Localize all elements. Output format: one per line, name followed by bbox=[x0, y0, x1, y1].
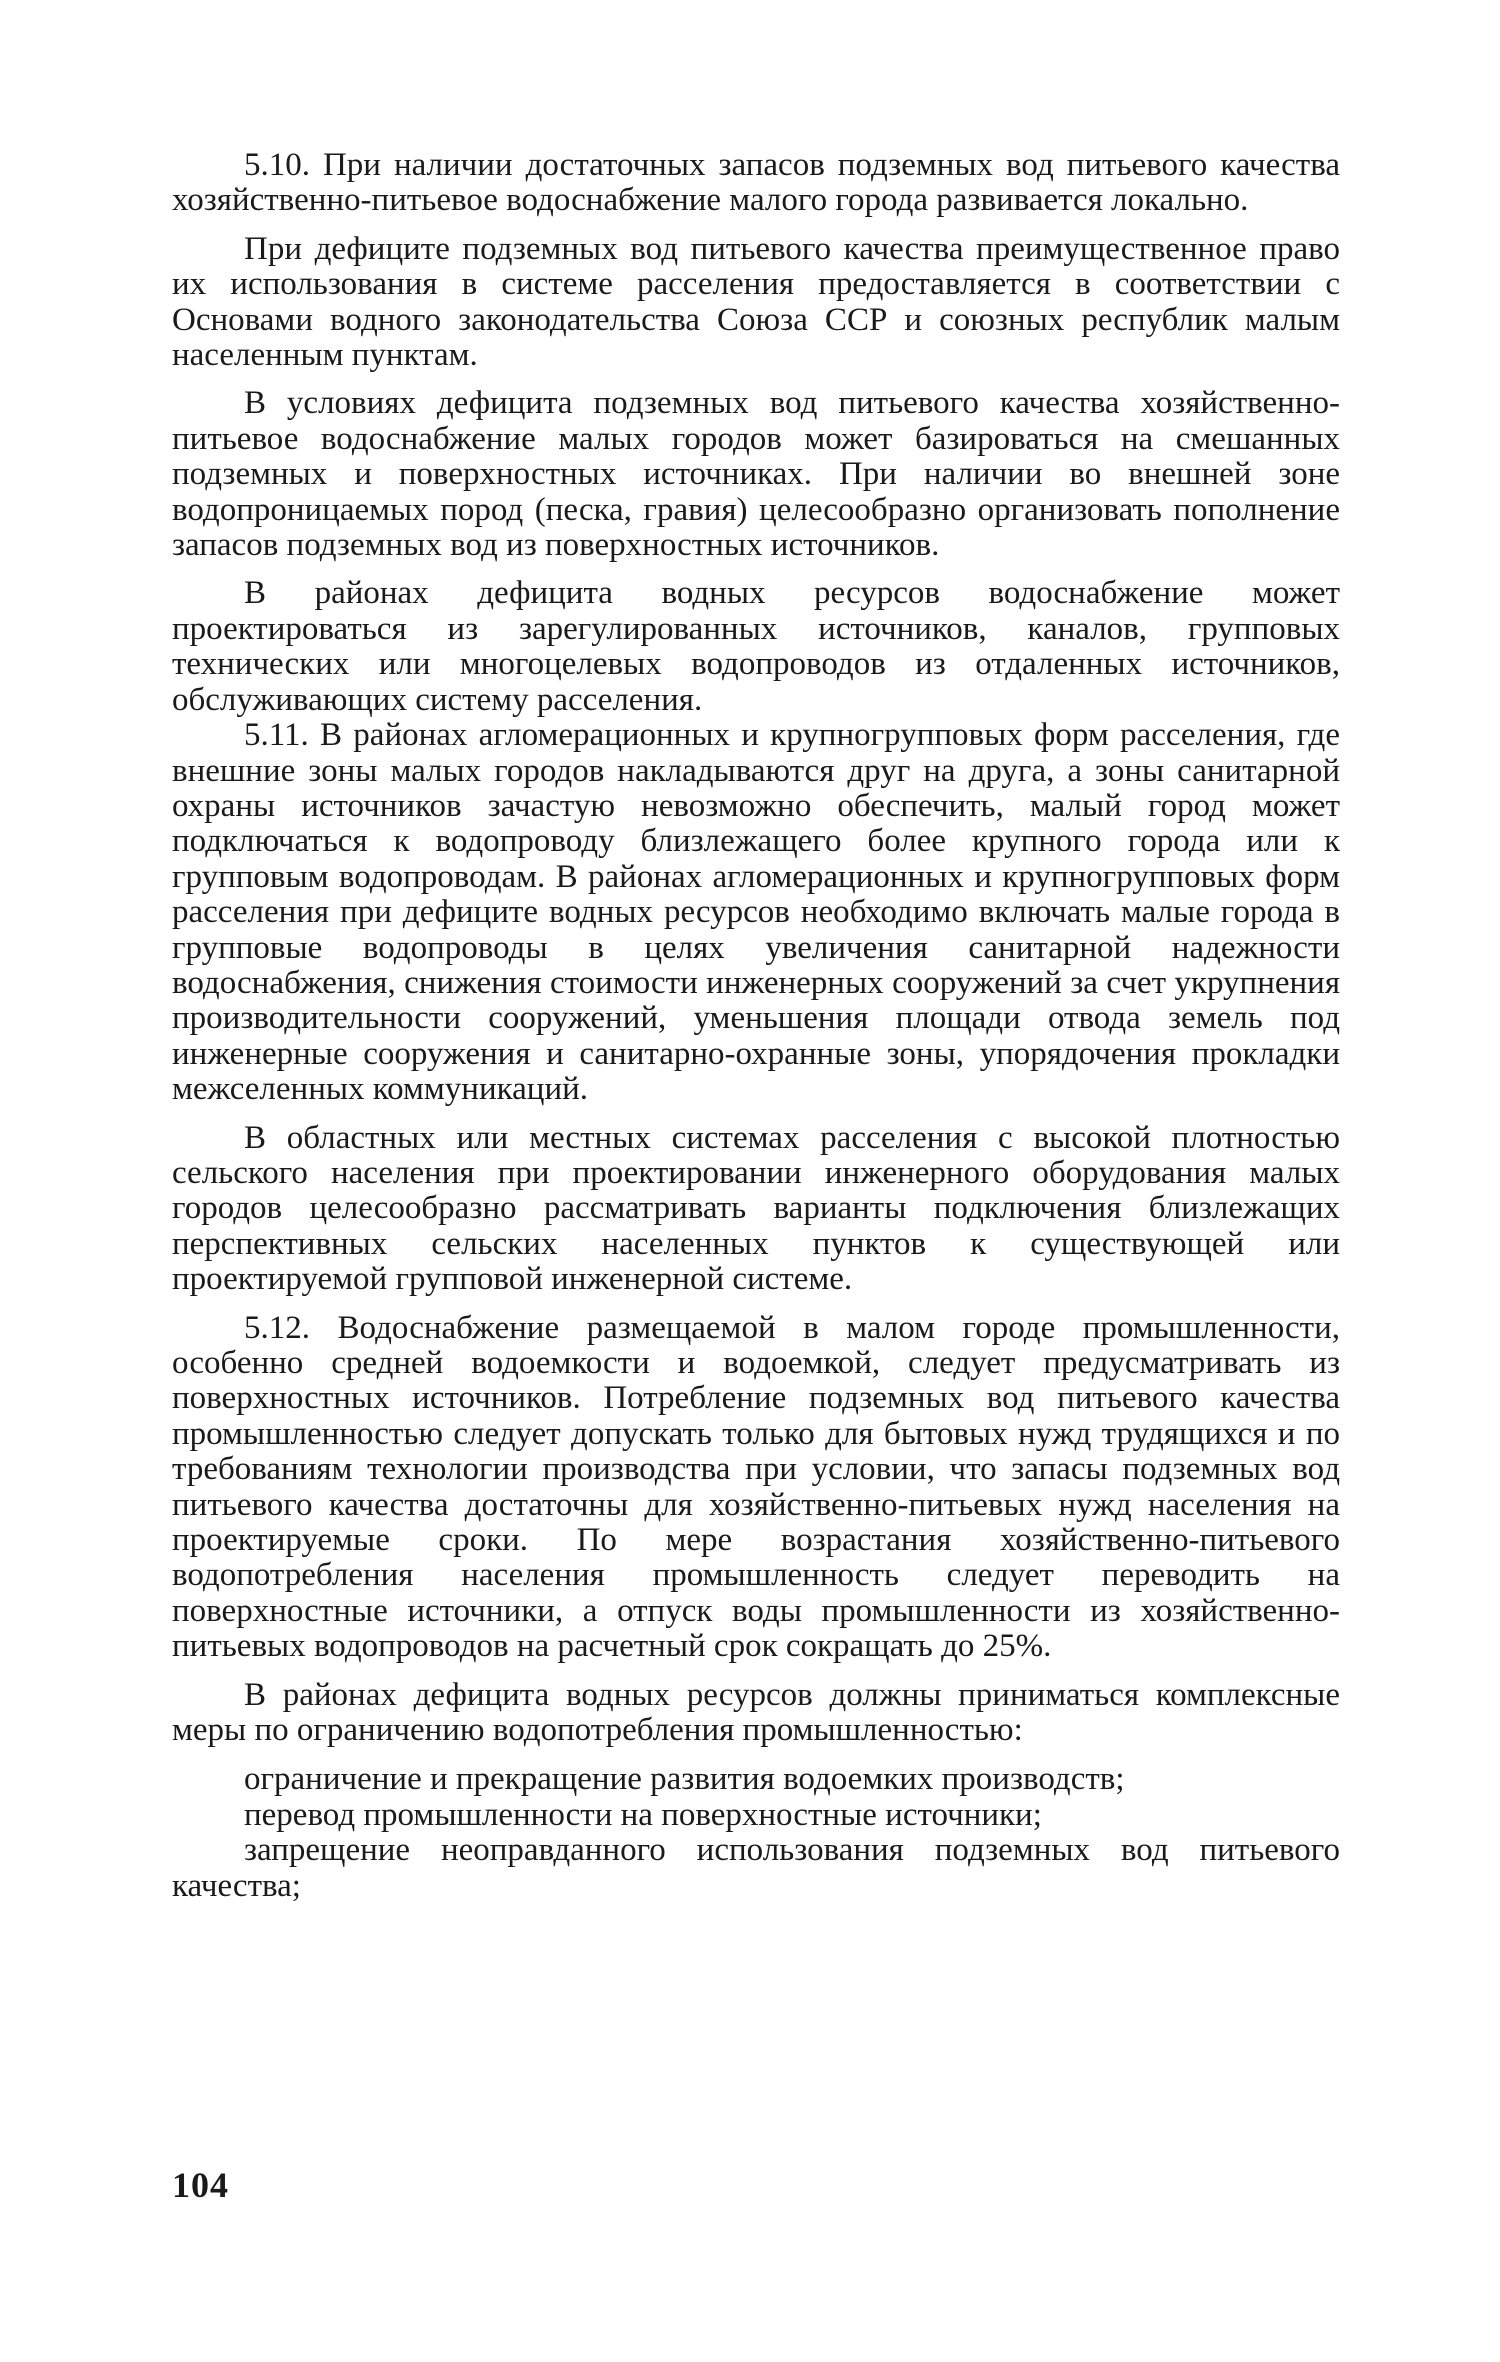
body-text bbox=[172, 148, 1340, 1904]
paragraph: В условиях дефицита подземных вод питьевого качества хозяйственно-питьевое водоснабжение малых городов может базироваться на смешанных подземных и поверхностных источниках. При наличии во внешней зоне водопроницаемых пород (песка, гравия) целесообразно организовать пополнение запасов подземных вод из поверхностных источников. bbox=[172, 385, 1340, 564]
paragraph: В районах дефицита водных ресурсов должны приниматься комплексные меры по ограничению водопотребления промышленностью: bbox=[172, 1676, 1340, 1749]
page-number: 104 bbox=[172, 2165, 229, 2205]
list-item: запрещение неоправданного использования подземных вод питьевого качества; bbox=[172, 1832, 1340, 1904]
paragraph-5-12: 5.12. Водоснабжение размещаемой в малом городе промышленности, особенно средней водоемкости и водоемкой, следует предусматривать из поверхностных источников. Потребление подземных вод питьевого качества промышленностью следует допускать только для бытовых нужд трудящихся и по требованиям технологии производства при условии, что запасы подземных вод питьевого качества достаточны для хозяйственно-питьевых нужд населения на проектируемые сроки. По мере возрастания хозяйственно-питьевого водопотребления населения промышленность следует переводить на поверхностные источники, а отпуск воды промышленности из хозяйственно-питьевых водопроводов на расчетный срок сокращать до 25%. bbox=[172, 1309, 1340, 1665]
paragraph: В областных или местных системах расселения с высокой плотностью сельского населения при проектировании инженерного оборудования малых городов целесообразно рассматривать варианты подключения близлежащих перспективных сельских населенных пунктов к существующей или проектируемой групповой инженерной системе. bbox=[172, 1119, 1340, 1298]
paragraph-5-11: 5.11. В районах агломерационных и крупногрупповых форм расселения, где внешние зоны малых городов накладываются друг на друга, а зоны санитарной охраны источников зачастую невозможно обеспечить, малый город может подключаться к водопроводу близлежащего более крупного города или к групповым водопроводам. В районах агломерационных и крупногрупповых форм расселения при дефиците водных ресурсов необходимо включать малые города в групповые водопроводы в целях увеличения санитарной надежности водоснабжения, снижения стоимости инженерных сооружений за счет укрупнения производительности сооружений, уменьшения площади отвода земель под инженерные сооружения и санитарно-охранные зоны, упорядочения прокладки межселенных коммуникаций. bbox=[172, 717, 1340, 1108]
paragraph: В районах дефицита водных ресурсов водоснабжение может проектироваться из зарегулированных источников, каналов, групповых технических или многоцелевых водопроводов из отдаленных источников, обслуживающих систему расселения. bbox=[172, 575, 1340, 718]
list-item: перевод промышленности на поверхностные источники; bbox=[244, 1796, 1042, 1833]
paragraph: При дефиците подземных вод питьевого качества преимущественное право их использования в системе расселения предоставляется в соответствии с Основами водного законодательства Союза ССР и союзных республик малым населенным пунктам. bbox=[172, 230, 1340, 374]
paragraph-5-10: 5.10. При наличии достаточных запасов подземных вод питьевого качества хозяйственно-питьевое водоснабжение малого города развивается локально. bbox=[172, 147, 1340, 219]
list-item: ограничение и прекращение развития водоемких производств; bbox=[244, 1761, 1125, 1798]
